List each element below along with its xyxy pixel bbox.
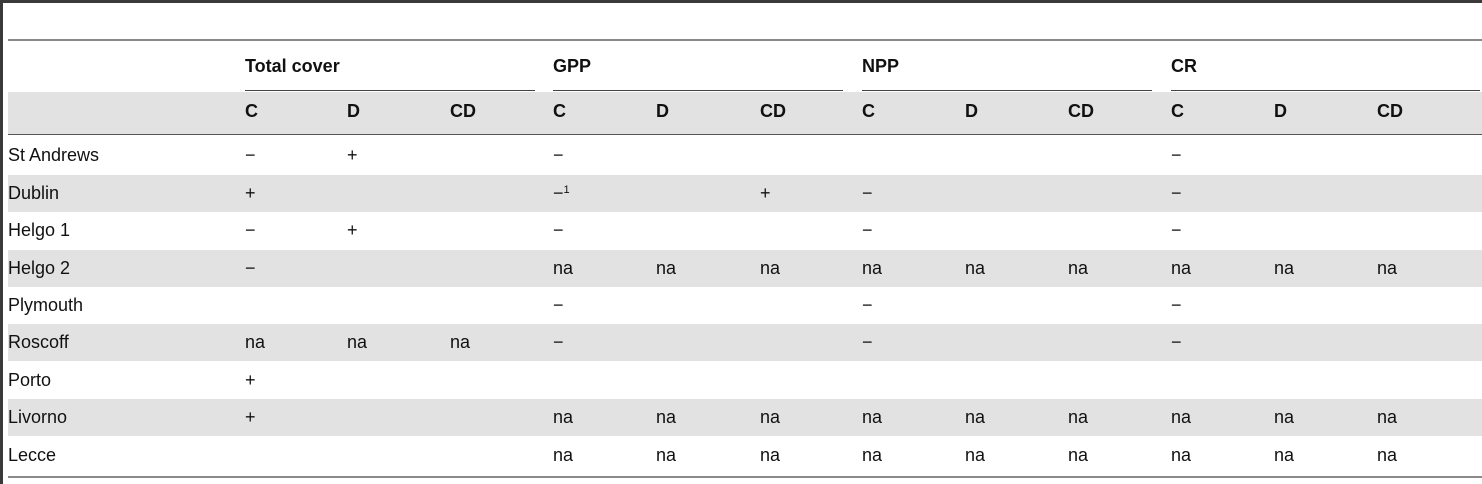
- table-cell: na: [1171, 258, 1192, 278]
- row-label: Helgo 2: [8, 258, 71, 278]
- table-cell: na: [1274, 407, 1295, 427]
- table-cell: +: [347, 145, 358, 165]
- table-cell: na: [553, 407, 574, 427]
- table-bottom-rule: [8, 476, 1482, 478]
- subheader-band: [8, 92, 1482, 134]
- table-cell: na: [862, 445, 883, 465]
- table-cell: na: [245, 332, 266, 352]
- row-label: Plymouth: [8, 295, 84, 315]
- header-top-rule: [8, 39, 1482, 41]
- table-cell: −: [245, 145, 256, 165]
- column-subheader: D: [965, 101, 978, 121]
- group-underline: [862, 90, 1152, 91]
- table-cell: −: [1171, 220, 1182, 240]
- table-cell: −: [1171, 295, 1182, 315]
- row-label: Helgo 1: [8, 220, 71, 240]
- group-underline: [245, 90, 535, 91]
- row-band: [8, 175, 1482, 212]
- column-subheader: D: [347, 101, 360, 121]
- column-subheader: C: [245, 101, 258, 121]
- row-label: Dublin: [8, 183, 60, 203]
- column-subheader: D: [1274, 101, 1287, 121]
- table-cell: −: [245, 220, 256, 240]
- column-subheader: D: [656, 101, 669, 121]
- table-cell: na: [450, 332, 471, 352]
- table-cell: na: [1068, 258, 1089, 278]
- table-cell: na: [1377, 407, 1398, 427]
- table-cell: −$^1$: [553, 183, 570, 203]
- table-cell: −: [862, 295, 873, 315]
- left-border: [0, 0, 3, 484]
- table-cell: −: [553, 145, 564, 165]
- table-cell: −: [553, 220, 564, 240]
- table-cell: −: [862, 220, 873, 240]
- table-cell: +: [245, 407, 256, 427]
- row-label: Porto: [8, 370, 52, 390]
- group-underline: [1171, 90, 1480, 91]
- column-subheader: C: [553, 101, 566, 121]
- table-cell: +: [245, 370, 256, 390]
- table-cell: −: [553, 295, 564, 315]
- column-subheader: CD: [1068, 101, 1094, 121]
- table-cell: na: [347, 332, 368, 352]
- table-cell: na: [965, 407, 986, 427]
- table-cell: +: [760, 183, 771, 203]
- table-cell: na: [760, 258, 781, 278]
- row-label: Roscoff: [8, 332, 69, 352]
- column-subheader: CD: [450, 101, 476, 121]
- header-bottom-rule: [8, 134, 1482, 135]
- group-header: NPP: [862, 56, 900, 76]
- table-cell: na: [760, 407, 781, 427]
- row-band: [8, 250, 1482, 287]
- table-cell: −: [862, 183, 873, 203]
- table-cell: +: [347, 220, 358, 240]
- table-cell: na: [1171, 445, 1192, 465]
- row-band: [8, 399, 1482, 436]
- group-header: Total cover: [245, 56, 340, 76]
- table-cell: na: [1274, 445, 1295, 465]
- table-cell: na: [656, 258, 677, 278]
- table-cell: na: [1377, 445, 1398, 465]
- table-cell: na: [656, 407, 677, 427]
- table-cell: na: [1171, 407, 1192, 427]
- table-cell: na: [760, 445, 781, 465]
- table-cell: na: [965, 445, 986, 465]
- column-subheader: C: [1171, 101, 1184, 121]
- table-cell: na: [862, 407, 883, 427]
- row-band: [8, 324, 1482, 361]
- column-subheader: CD: [760, 101, 786, 121]
- column-subheader: C: [862, 101, 875, 121]
- table-cell: −: [1171, 145, 1182, 165]
- table-cell: na: [553, 258, 574, 278]
- table-cell: −: [862, 332, 873, 352]
- table-cell: −: [1171, 183, 1182, 203]
- table-cell: na: [1274, 258, 1295, 278]
- footnote-marker: 1: [563, 184, 570, 196]
- group-header: GPP: [553, 56, 592, 76]
- row-label: St Andrews: [8, 145, 100, 165]
- top-rule: [0, 0, 1482, 3]
- table-cell: na: [1068, 445, 1089, 465]
- table-cell: na: [1068, 407, 1089, 427]
- table-cell: +: [245, 183, 256, 203]
- group-underline: [553, 90, 843, 91]
- row-label: Livorno: [8, 407, 68, 427]
- table-cell: −: [245, 258, 256, 278]
- column-subheader: CD: [1377, 101, 1403, 121]
- table-cell: na: [1377, 258, 1398, 278]
- table-cell: na: [553, 445, 574, 465]
- table-cell: na: [862, 258, 883, 278]
- row-label: Lecce: [8, 445, 57, 465]
- table-cell: −: [1171, 332, 1182, 352]
- table-cell: −: [553, 332, 564, 352]
- table-cell: na: [965, 258, 986, 278]
- table-cell: na: [656, 445, 677, 465]
- group-header: CR: [1171, 56, 1197, 76]
